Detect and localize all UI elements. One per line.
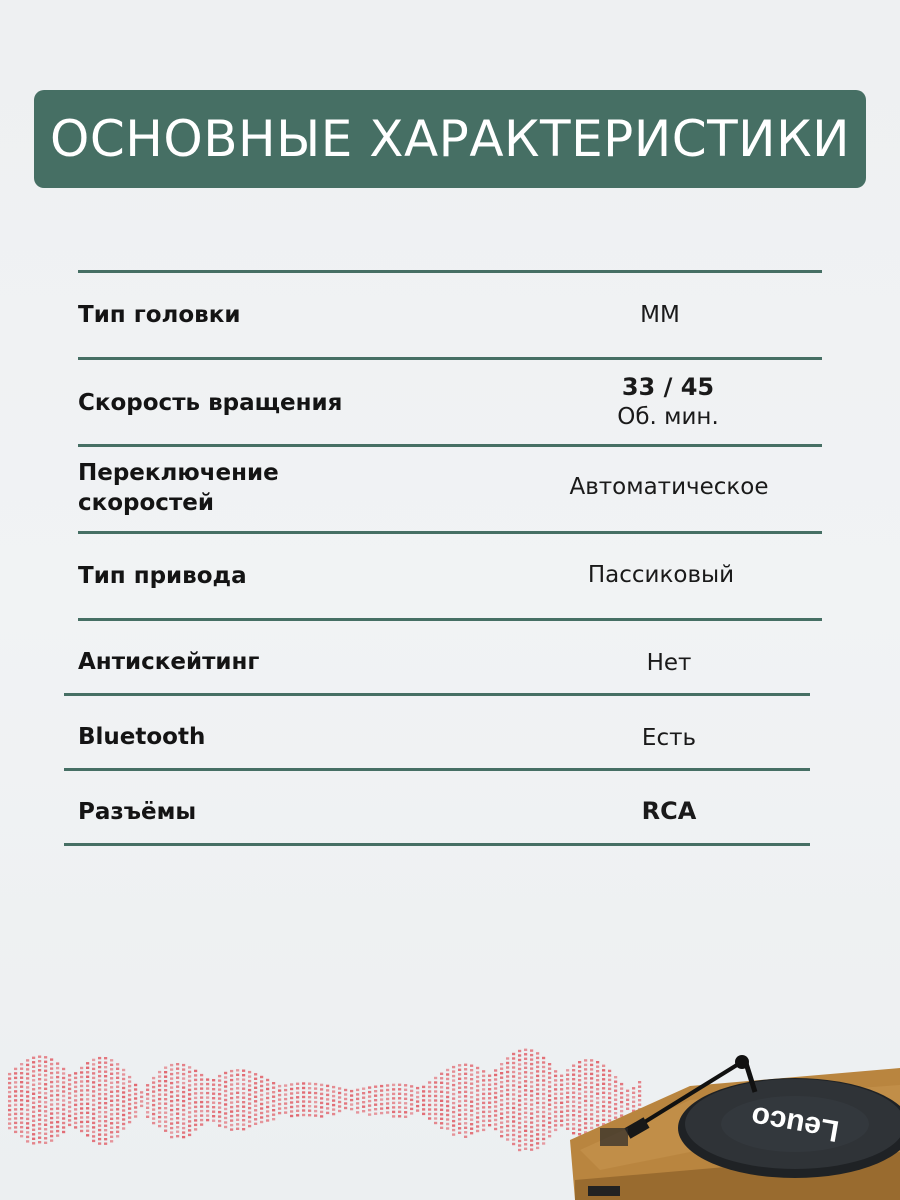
sound-wave-decoration	[8, 1049, 641, 1152]
turntable-image	[570, 1055, 900, 1200]
spec-value: RCA	[641, 797, 697, 825]
spec-value: Пассиковый	[587, 562, 735, 588]
spec-label: Скорость вращения	[78, 390, 343, 416]
divider	[78, 357, 822, 360]
divider	[78, 270, 822, 273]
decor-illustration	[0, 1030, 900, 1200]
spec-label: Разъёмы	[78, 799, 197, 825]
spec-label: Антискейтинг	[78, 649, 260, 675]
spec-label: Bluetooth	[78, 724, 206, 750]
spec-value: Нет	[646, 650, 692, 676]
page-title: ОСНОВНЫЕ ХАРАКТЕРИСТИКИ	[50, 110, 850, 168]
divider	[64, 768, 810, 771]
spec-label-line2: скоростей	[78, 490, 214, 516]
spec-value-unit: Об. мин.	[617, 404, 719, 430]
spec-value-primary: 33 / 45	[621, 373, 715, 401]
spec-label: Тип привода	[78, 563, 247, 589]
divider	[78, 531, 822, 534]
divider	[78, 618, 822, 621]
divider	[78, 444, 822, 447]
spec-value: MM	[640, 302, 680, 328]
spec-label: Тип головки	[78, 302, 241, 328]
spec-value: Автоматическое	[569, 474, 769, 500]
platter-logo: Leuco	[748, 1099, 842, 1148]
spec-value: Есть	[641, 725, 697, 751]
spec-label-line1: Переключение	[78, 460, 279, 486]
divider	[64, 843, 810, 846]
divider	[64, 693, 810, 696]
